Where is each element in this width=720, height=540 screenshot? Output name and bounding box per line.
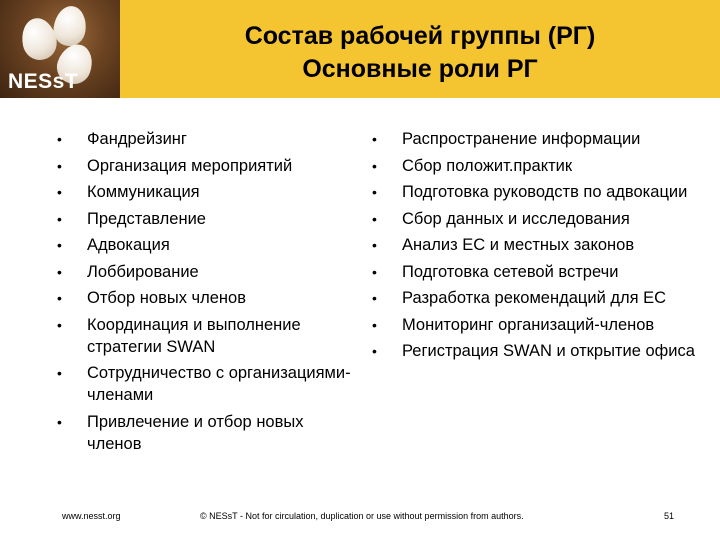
bullet: • <box>57 210 62 227</box>
list-item <box>372 287 702 309</box>
bullet: • <box>372 210 377 227</box>
list-item <box>372 181 702 203</box>
bullet: • <box>372 316 377 333</box>
list-item <box>372 155 702 177</box>
footer-copyright: © NESsT - Not for circulation, duplication or use without permission from authors. <box>200 511 524 521</box>
title-line-1: Состав рабочей группы (РГ) <box>244 22 596 50</box>
list-item <box>372 314 702 336</box>
list-item <box>372 234 702 256</box>
list-item <box>57 181 357 203</box>
list-item-text: Координация и выполнение стратегии SWAN <box>87 315 301 356</box>
list-item <box>372 340 702 362</box>
list-item-text: Анализ ЕС и местных законов <box>402 236 635 254</box>
header-bar <box>0 0 720 98</box>
right-role-list <box>372 128 702 367</box>
page-number: 51 <box>664 511 675 521</box>
bullet: • <box>57 237 62 253</box>
bullet: • <box>372 131 377 147</box>
bullet: • <box>57 184 62 200</box>
list-item-text: Фандрейзинг <box>87 130 187 148</box>
list-item-text: Распространение информации <box>402 130 641 148</box>
eggs-in-nest-icon <box>0 0 120 98</box>
list-item <box>57 411 357 455</box>
slide-title <box>140 20 700 86</box>
list-item <box>57 314 357 358</box>
list-item-text: Сбор данных и исследования <box>402 209 630 228</box>
list-item <box>57 362 357 406</box>
footer-url[interactable]: www.nesst.org <box>62 511 121 521</box>
list-item <box>57 155 357 177</box>
bullet: • <box>372 184 377 200</box>
list-item <box>57 128 357 150</box>
list-item-text: Мониторинг организаций-членов <box>402 315 655 334</box>
egg-shape <box>51 4 88 48</box>
title-line-2: Основные роли РГ <box>302 55 538 83</box>
list-item-text: Привлечение и отбор новых членов <box>87 412 304 453</box>
bullet: • <box>372 290 377 306</box>
bullet: • <box>57 365 62 381</box>
logo-text: NESsT <box>8 70 79 93</box>
bullet: • <box>57 316 62 333</box>
list-item-text: Адвокация <box>87 236 170 254</box>
list-item <box>372 261 702 283</box>
bullet: • <box>57 413 62 430</box>
list-item-text: Организация мероприятий <box>87 156 293 175</box>
list-item <box>57 208 357 230</box>
list-item <box>57 287 357 309</box>
list-item <box>57 261 357 283</box>
list-item-text: Отбор новых членов <box>87 289 246 307</box>
list-item <box>57 234 357 256</box>
list-item-text: Коммуникация <box>87 183 200 201</box>
list-item <box>372 128 702 150</box>
list-item-text: Разработка рекомендаций для ЕС <box>402 289 667 307</box>
list-item-text: Регистрация SWAN и открытие офиса <box>402 342 695 360</box>
list-item-text: Сотрудничество с организациями-членами <box>87 364 351 404</box>
bullet: • <box>57 157 62 174</box>
bullet: • <box>57 131 62 147</box>
bullet: • <box>57 263 62 280</box>
list-item-text: Лоббирование <box>87 262 199 281</box>
list-item-text: Подготовка руководств по адвокации <box>402 183 688 201</box>
list-item <box>372 208 702 230</box>
bullet: • <box>57 290 62 306</box>
bullet: • <box>372 343 377 359</box>
list-item-text: Подготовка сетевой встречи <box>402 262 619 281</box>
bullet: • <box>372 237 377 253</box>
bullet: • <box>372 157 377 174</box>
list-item-text: Представление <box>87 209 206 228</box>
list-item-text: Сбор положит.практик <box>402 156 573 175</box>
bullet: • <box>372 263 377 280</box>
left-role-list <box>57 128 357 459</box>
